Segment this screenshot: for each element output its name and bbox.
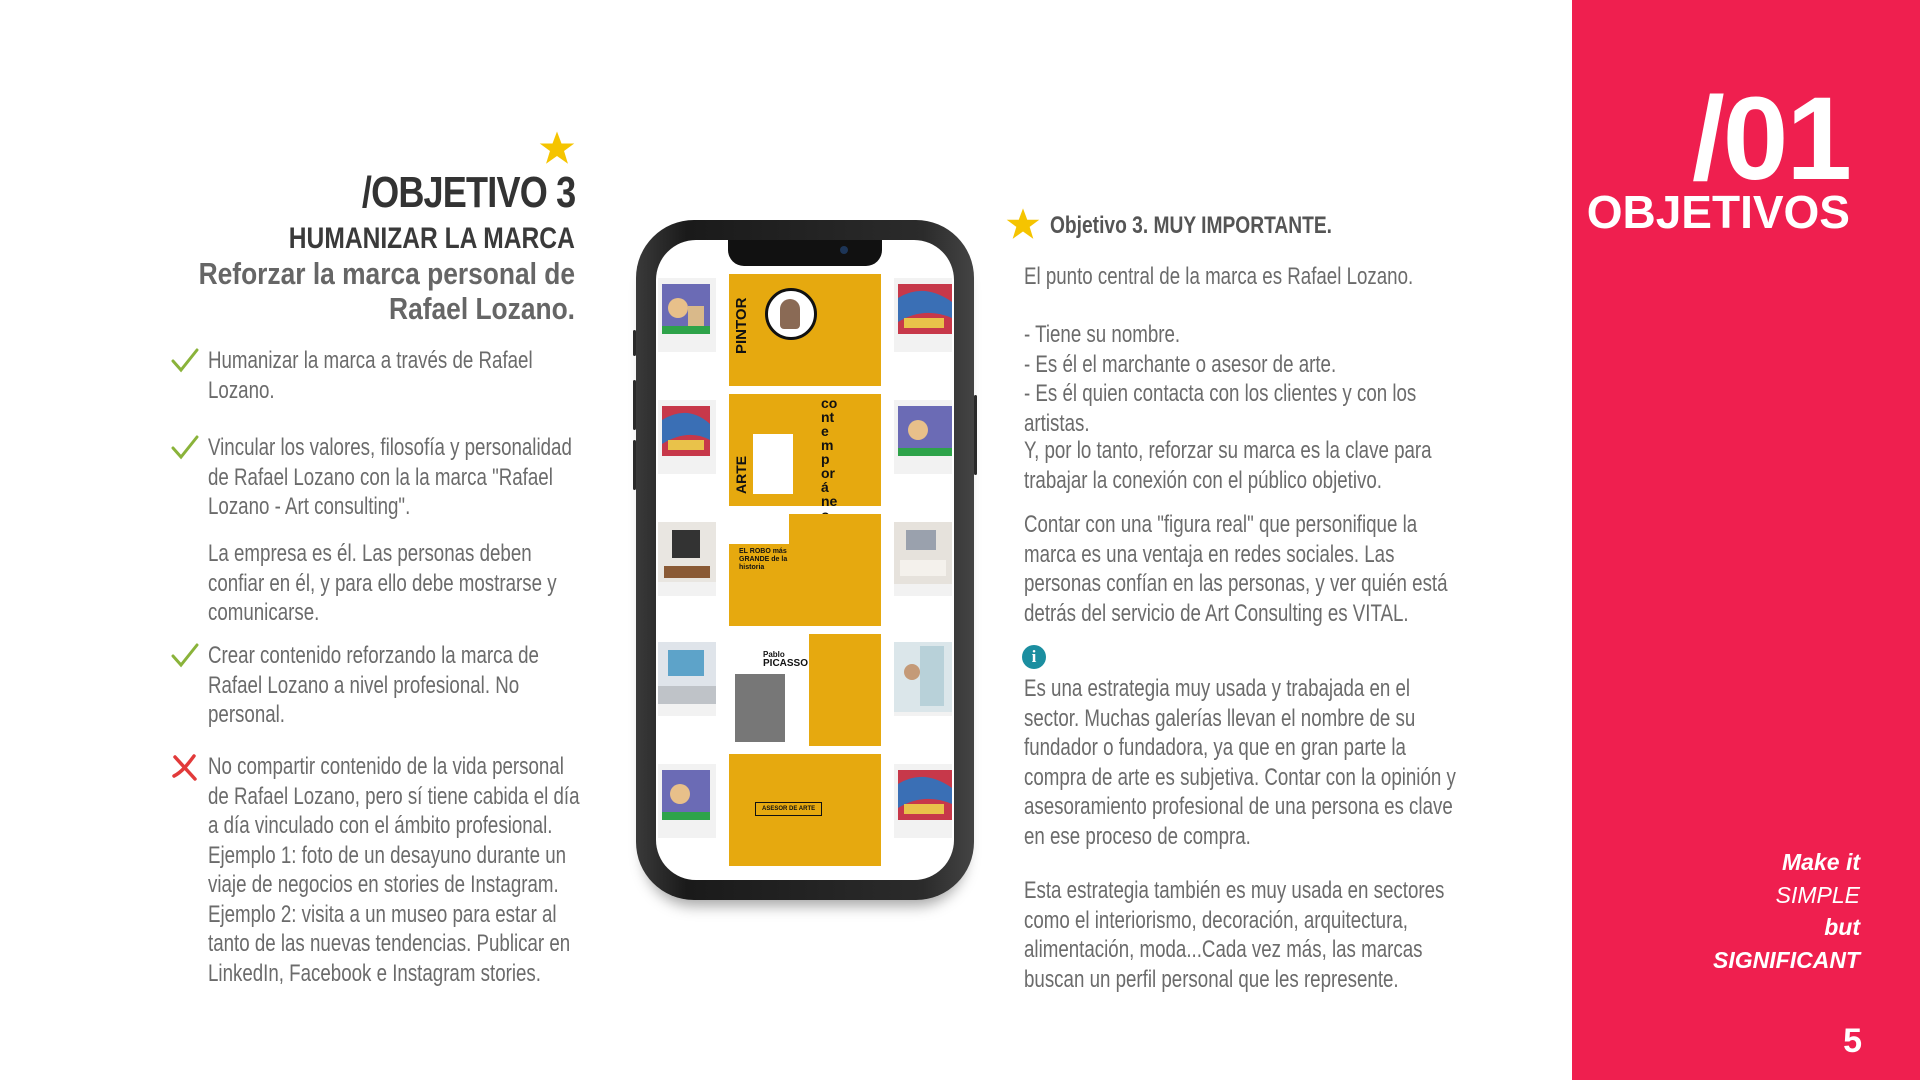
phone-side-button (633, 330, 636, 356)
feed-tile-interior (894, 522, 952, 596)
objective-title: /OBJETIVO 3 (361, 168, 575, 217)
portrait-circle (765, 288, 817, 340)
text-card (753, 434, 793, 494)
info-icon: i (1022, 645, 1046, 669)
phone-mockup (636, 220, 974, 900)
section-panel (1572, 0, 1920, 1080)
portrait-figure (780, 299, 800, 329)
feed-tile-asesor (729, 754, 881, 866)
bullet-item (170, 346, 590, 405)
right-heading: Objetivo 3. MUY IMPORTANTE. (1050, 212, 1332, 239)
feed-tile-painting (658, 400, 716, 474)
portrait-photo (735, 674, 785, 742)
feed-tile-robo (729, 514, 881, 626)
motto-line: Make it (1782, 849, 1860, 875)
tile-text: PICASSO (763, 658, 809, 669)
check-icon (170, 346, 200, 376)
bullet-text: Humanizar la marca a través de Rafael Lozano. (208, 347, 533, 404)
check-icon (170, 433, 200, 463)
right-paragraph: Esta estrategia también es muy usada en sectores como el interiorismo, decoración, arquitectura, alimentación, moda...Cada vez más, las marcas buscan un perfil personal que les represente. (1024, 877, 1445, 993)
objective-description-line-2: Rafael Lozano. (389, 291, 575, 326)
objective-description-line-1: Reforzar la marca personal de (198, 256, 575, 291)
feed-tile-interior (894, 642, 952, 716)
section-number: /01 (1691, 73, 1850, 205)
motto-line: SIGNIFICANT (1713, 946, 1860, 973)
motto (1713, 846, 1860, 976)
right-paragraph: El punto central de la marca es Rafael Lozano. (1024, 263, 1414, 290)
page-number: 5 (1843, 1022, 1862, 1060)
feed-tile-interior (658, 642, 716, 716)
feed-tile-painting (894, 278, 952, 352)
cross-icon (170, 752, 200, 782)
right-paragraph: Contar con una "figura real" que personifique la marca es una ventaja en redes sociales. Las personas confían en las personas, y ver quién está detrás del servicio de Art Consulting es VITAL. (1024, 511, 1448, 627)
feed-tile-painting (658, 764, 716, 838)
section-title: OBJETIVOS (1586, 186, 1850, 238)
tile-text: ASESOR DE ARTE (755, 802, 822, 816)
phone-side-button (633, 380, 636, 430)
bullet-text: Crear contenido reforzando la marca de Rafael Lozano a nivel profesional. No personal. (208, 642, 539, 728)
motto-line: SIMPLE (1775, 881, 1860, 908)
tile-text: ARTE (733, 455, 749, 494)
phone-side-button (974, 395, 977, 475)
right-list: - Tiene su nombre. - Es él el marchante o asesor de arte. - Es él quien contacta con los clientes y con los artistas. (1024, 321, 1417, 437)
feed-tile-picasso (729, 634, 881, 746)
phone-screen (656, 240, 954, 880)
white-block (729, 514, 789, 544)
star-icon (1005, 207, 1041, 241)
bullet-text: Vincular los valores, filosofía y personalidad de Rafael Lozano con la la marca "Rafael Lozano - Art consulting". (208, 434, 572, 520)
tile-text: PINTOR (733, 297, 750, 354)
phone-side-button (633, 440, 636, 490)
star-icon (538, 130, 576, 166)
right-paragraph: Y, por lo tanto, reforzar su marca es la clave para trabajar la conexión con el público objetivo. (1024, 437, 1432, 494)
tile-text: Pablo (763, 650, 785, 659)
bullet-item (170, 752, 590, 988)
tile-text: cont emp orá ne (821, 395, 838, 509)
feed-tile-painting (658, 278, 716, 352)
feed-tile-contemporaneo (729, 394, 881, 509)
feed-tile-pintor (729, 274, 881, 386)
bullet-item (170, 433, 590, 522)
right-paragraph: Es una estrategia muy usada y trabajada en el sector. Muchas galerías llevan el nombre de su fundador o fundadora, ya que en gran parte la compra de arte es subjetiva. Contar con la opinión y asesoramiento profesional de una persona es clave en ese proceso de compra. (1024, 675, 1456, 850)
camera-dot (840, 246, 848, 254)
objective-subtitle: HUMANIZAR LA MARCA (288, 222, 575, 255)
feed-tile-painting (894, 764, 952, 838)
objective-description (167, 256, 575, 326)
tile-text: EL ROBO más GRANDE de la historia (739, 548, 788, 571)
tile-text-group (763, 650, 808, 668)
phone-notch (728, 240, 882, 266)
bullet-extra-paragraph: La empresa es él. Las personas deben confiar en él, y para ello debe mostrarse y comunicarse. (208, 540, 557, 626)
bullet-item (170, 641, 590, 730)
motto-line: but (1824, 914, 1860, 940)
feed-tile-interior (658, 522, 716, 596)
check-icon (170, 641, 200, 671)
feed-tile-painting (894, 400, 952, 474)
bullet-text: No compartir contenido de la vida personal de Rafael Lozano, pero sí tiene cabida el día a día vinculado con el ámbito profesional. Ejemplo 1: foto de un desayuno durante un viaje de negocios en stories de Instagram. Ejemplo 2: visita a un museo para estar al tanto de las nuevas tendencias. Publicar en LinkedIn, Facebook e Instagram stories. (208, 753, 580, 987)
